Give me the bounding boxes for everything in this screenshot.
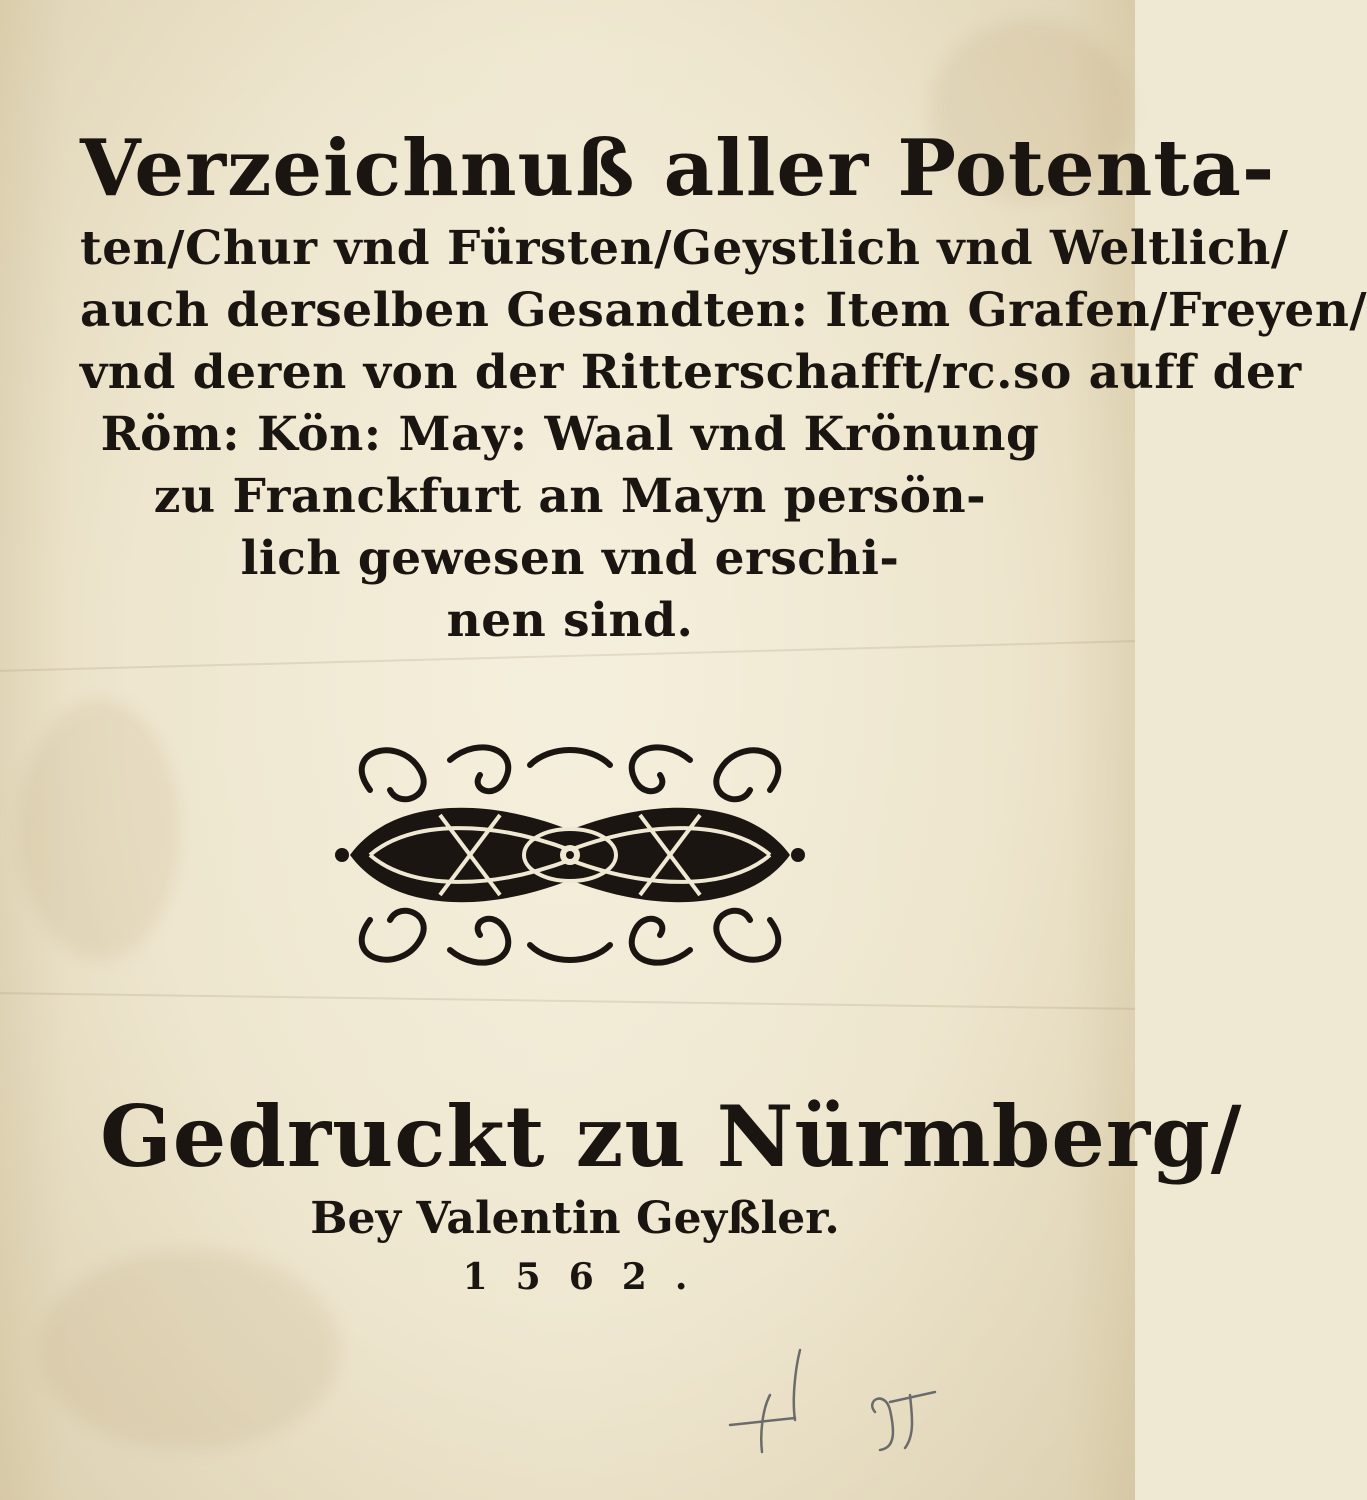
title-line: vnd deren von der Ritterschafft/rc.so auff der xyxy=(80,345,1302,400)
title-line: ten/Chur vnd Fürsten/Geystlich vnd Weltlich/ xyxy=(80,221,1289,276)
paper-stain xyxy=(20,700,180,960)
paper-crease xyxy=(0,992,1135,1010)
title-line: Röm: Kön: May: Waal vnd Krönung xyxy=(100,407,1040,462)
title-line: zu Franckfurt an Mayn persön- xyxy=(153,469,987,524)
title-line: lich gewesen vnd erschi- xyxy=(240,531,900,586)
imprint-place: Gedruckt zu Nürmberg/ xyxy=(100,1087,1243,1186)
title-line: auch derselben Gesandten: Item Grafen/Freyen/ xyxy=(80,283,1367,338)
knotwork-ornament xyxy=(330,730,810,980)
pencil-shelf-marks xyxy=(700,1340,960,1460)
title-line: nen sind. xyxy=(446,593,694,648)
title-block xyxy=(80,120,1367,652)
imprint-year: 1562. xyxy=(462,1256,716,1298)
imprint-block xyxy=(100,1085,1243,1305)
imprint-printer: Bey Valentin Geyßler. xyxy=(310,1193,840,1244)
title-line: Verzeichnuß aller Potenta- xyxy=(80,123,1276,214)
